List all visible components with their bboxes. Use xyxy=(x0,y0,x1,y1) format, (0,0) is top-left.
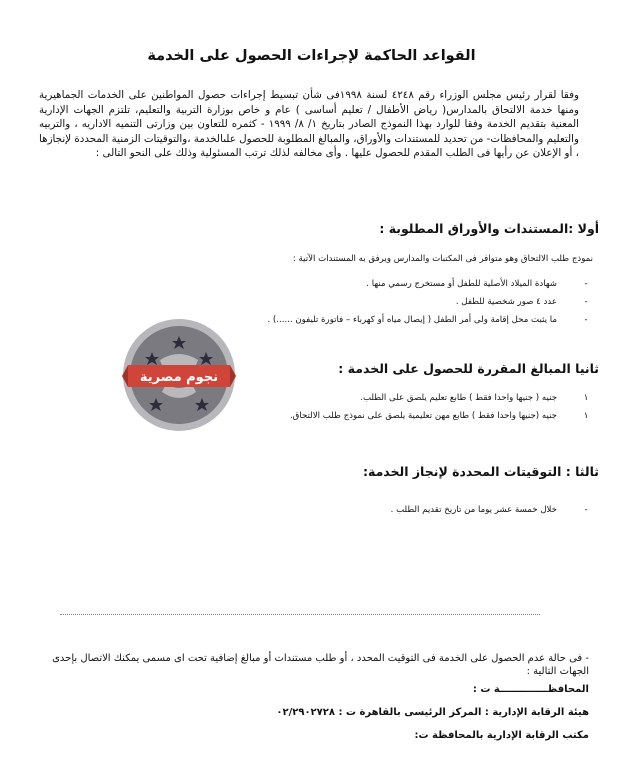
section-3-heading: ثالثا : التوقيتات المحددة لإنجاز الخدمة: xyxy=(362,464,599,479)
bullet-marker: - xyxy=(584,315,588,325)
dotted-divider xyxy=(60,614,540,615)
required-documents-list xyxy=(267,279,593,333)
list-item: - عدد ٤ صور شخصية للطفل . xyxy=(267,297,593,315)
bullet-marker: - xyxy=(584,505,588,515)
timing-list xyxy=(391,505,593,523)
watermark-badge-icon xyxy=(122,318,236,432)
document-title: القواعد الحاكمة لإجراءات الحصول على الخدمة xyxy=(147,48,476,64)
governorate-contact-line: المحافظــــــــــــــة ت : xyxy=(472,684,589,695)
section-2-heading: ثانيا المبالغ المقررة للحصول على الخدمة : xyxy=(338,361,599,376)
watermark-text: نجوم مصرية xyxy=(139,370,219,385)
watermark-logo xyxy=(122,318,236,432)
bullet-marker: - xyxy=(584,297,588,307)
list-item: ١ جنيه (جنيها واحدا فقط ) طابع مهن تعليمية يلصق على نموذج طلب الالتحاق. xyxy=(290,411,593,429)
aca-main-office-line: هيئة الرقابة الإدارية : المركز الرئيسى بالقاهرة ت : ٠٢/٢٩٠٢٧٢٨ xyxy=(276,707,589,718)
fees-list xyxy=(290,393,593,429)
contact-paragraph: - فى حالة عدم الحصول على الخدمة فى التوقيت المحدد ، أو طلب مستندات أو مبالغ إضافية تحت اى مسمى يمكنك الاتصال بإحدى الجهات التالية : xyxy=(52,653,589,677)
list-item: ١ جنيه ( جنيها واحدا فقط ) طابع تعليم يلصق على الطلب. xyxy=(290,393,593,411)
list-item: - خلال خمسة عشر يوما من تاريخ تقديم الطلب . xyxy=(391,505,593,523)
item-number: ١ xyxy=(583,393,589,403)
list-item: - شهادة الميلاد الأصلية للطفل أو مستخرج رسمي منها . xyxy=(267,279,593,297)
intro-paragraph: وفقا لقرار رئيس مجلس الوزراء رقم ٤٢٤٨ لسنة ١٩٩٨فى شأن تبسيط إجراءات حصول المواطنين على الخدمات الجماهيرية ومنها خدمة الالتحاق بالمدارس( رياض الأطفال / تعليم أساسى ) عام و خاص بوزارة التربية والتعليم، تلتزم الجهات الإدارية المعنية بتقديم الخدمة وفقا للوارد بهذا النموذج الصادر بتاريخ ١/ ٨/ ١٩٩٩ - كثمره للتعاون بين وزارتى التنميه الاداريه ، والتربيه والتعليم والمحافظات- من تحديد للمستندات والأوراق، والمبالغ المطلوبة للحصول علىالخدمة ،والتوقيتات الزمنية المحددة لإنجازها ، أو الإعلان عن رأيها فى الطلب المقدم للحصول عليها . وأى مخالفه لذلك ترتب المسئولية وذلك على النحو التالى : xyxy=(39,89,580,160)
item-number: ١ xyxy=(583,411,589,421)
aca-governorate-office-line: مكتب الرقابة الإدارية بالمحافظة ت: xyxy=(414,730,589,741)
list-item: - ما يثبت محل إقامة ولى أمر الطفل ( إيصال مياه أو كهرباء – فاتورة تليفون ......) . xyxy=(267,315,593,333)
section-1-intro: نموذج طلب الالتحاق وهو متوافر فى المكتبات والمدارس ويرفق به المستندات الآتية : xyxy=(292,254,593,264)
section-1-heading: أولا :المستندات والأوراق المطلوبة : xyxy=(379,221,599,236)
bullet-marker: - xyxy=(584,279,588,289)
